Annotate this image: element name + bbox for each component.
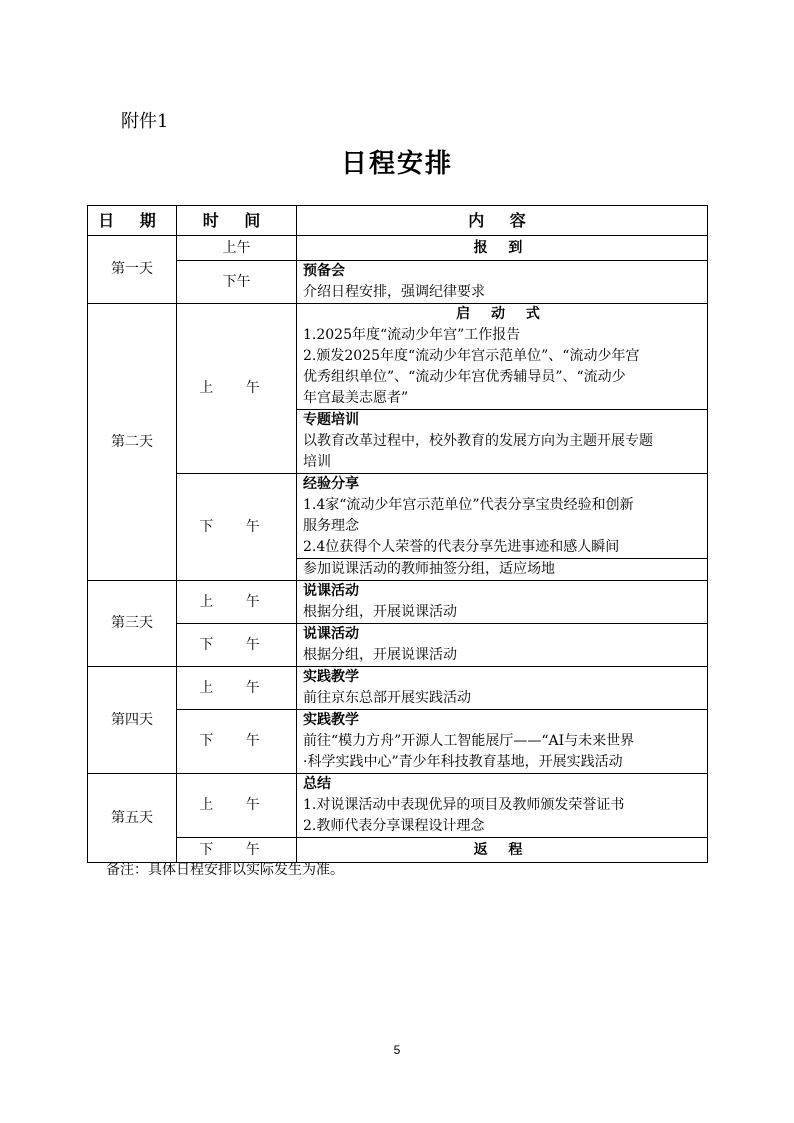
- activity-text: 2.颁发2025年度“流动少年宫示范单位”、“流动少年宫: [303, 348, 640, 364]
- day-label-5: 第五天: [88, 774, 177, 863]
- time-slot: 下 午: [177, 838, 297, 863]
- table-row: [88, 474, 708, 559]
- header-content: 内 容: [297, 206, 708, 236]
- activity-cell: [297, 624, 708, 667]
- activity-cell: [297, 410, 708, 474]
- activity-text: 根据分组，开展说课活动: [303, 604, 457, 620]
- activity-text: 介绍日程安排，强调纪律要求: [303, 284, 485, 300]
- table-row: [88, 304, 708, 410]
- table-row: [88, 261, 708, 304]
- activity-title: 返 程: [297, 838, 708, 863]
- activity-title: 报 到: [297, 236, 708, 261]
- page-number: 5: [393, 1043, 401, 1057]
- time-slot: 上 午: [177, 581, 297, 624]
- activity-cell: [297, 474, 708, 559]
- activity-title: 专题培训: [303, 412, 359, 428]
- annex-label: 附件1: [121, 111, 169, 132]
- activity-cell: [297, 581, 708, 624]
- footnote: 备注：具体日程安排以实际发生为准。: [106, 862, 344, 878]
- activity-cell: [297, 304, 708, 410]
- activity-cell: [297, 667, 708, 710]
- activity-text: 1.4家“流动少年宫示范单位”代表分享宝贵经验和创新: [303, 497, 634, 513]
- activity-title: 实践教学: [303, 669, 359, 685]
- activity-text: 优秀组织单位”、“流动少年宫优秀辅导员”、“流动少: [303, 369, 626, 385]
- activity-text: 1.2025年度“流动少年宫”工作报告: [303, 327, 521, 343]
- activity-cell: [297, 774, 708, 838]
- activity-cell: [297, 261, 708, 304]
- time-slot: 下 午: [177, 624, 297, 667]
- activity-text: 2.4位获得个人荣誉的代表分享先进事迹和感人瞬间: [303, 539, 620, 555]
- table-row: [88, 667, 708, 710]
- activity-text: ·科学实践中心”青少年科技教育基地，开展实践活动: [303, 754, 623, 770]
- table-row: [88, 710, 708, 774]
- activity-text: 前往京东总部开展实践活动: [303, 690, 471, 706]
- table-row: [88, 624, 708, 667]
- schedule-table: [87, 205, 708, 863]
- activity-text: 以教育改革过程中，校外教育的发展方向为主题开展专题: [303, 433, 653, 449]
- activity-text: 前往“模力方舟”开源人工智能展厅——“AI与未来世界: [303, 733, 635, 749]
- time-slot: 下午: [177, 261, 297, 304]
- activity-text: 1.对说课活动中表现优异的项目及教师颁发荣誉证书: [303, 797, 625, 813]
- day-label-2: 第二天: [88, 304, 177, 581]
- day-label-3: 第三天: [88, 581, 177, 667]
- day-label-4: 第四天: [88, 667, 177, 774]
- activity-title: 实践教学: [303, 712, 359, 728]
- activity-text: 培训: [303, 454, 331, 470]
- header-row: [88, 206, 708, 236]
- table-row: [88, 236, 708, 261]
- activity-text: 2.教师代表分享课程设计理念: [303, 818, 485, 834]
- time-slot: 下 午: [177, 710, 297, 774]
- day-label-1: 第一天: [88, 236, 177, 304]
- activity-cell: [297, 559, 708, 581]
- time-slot: 上 午: [177, 304, 297, 474]
- time-slot: 上 午: [177, 774, 297, 838]
- activity-title: 说课活动: [303, 626, 359, 642]
- time-slot: 上午: [177, 236, 297, 261]
- page-title: 日程安排: [340, 149, 453, 179]
- time-slot: 下 午: [177, 474, 297, 581]
- activity-text: 参加说课活动的教师抽签分组，适应场地: [303, 561, 555, 577]
- activity-text: 根据分组，开展说课活动: [303, 647, 457, 663]
- activity-text: 年宫最美志愿者”: [303, 390, 409, 406]
- table-row: [88, 581, 708, 624]
- activity-title: 预备会: [303, 263, 345, 279]
- activity-title: 说课活动: [303, 583, 359, 599]
- activity-title: 经验分享: [303, 476, 359, 492]
- activity-text: 服务理念: [303, 518, 359, 534]
- header-date: 日 期: [88, 206, 177, 236]
- activity-title: 启 动 式: [456, 306, 548, 322]
- activity-title: 总结: [303, 776, 331, 792]
- table-row: [88, 774, 708, 838]
- time-slot: 上 午: [177, 667, 297, 710]
- header-time: 时 间: [177, 206, 297, 236]
- activity-cell: [297, 710, 708, 774]
